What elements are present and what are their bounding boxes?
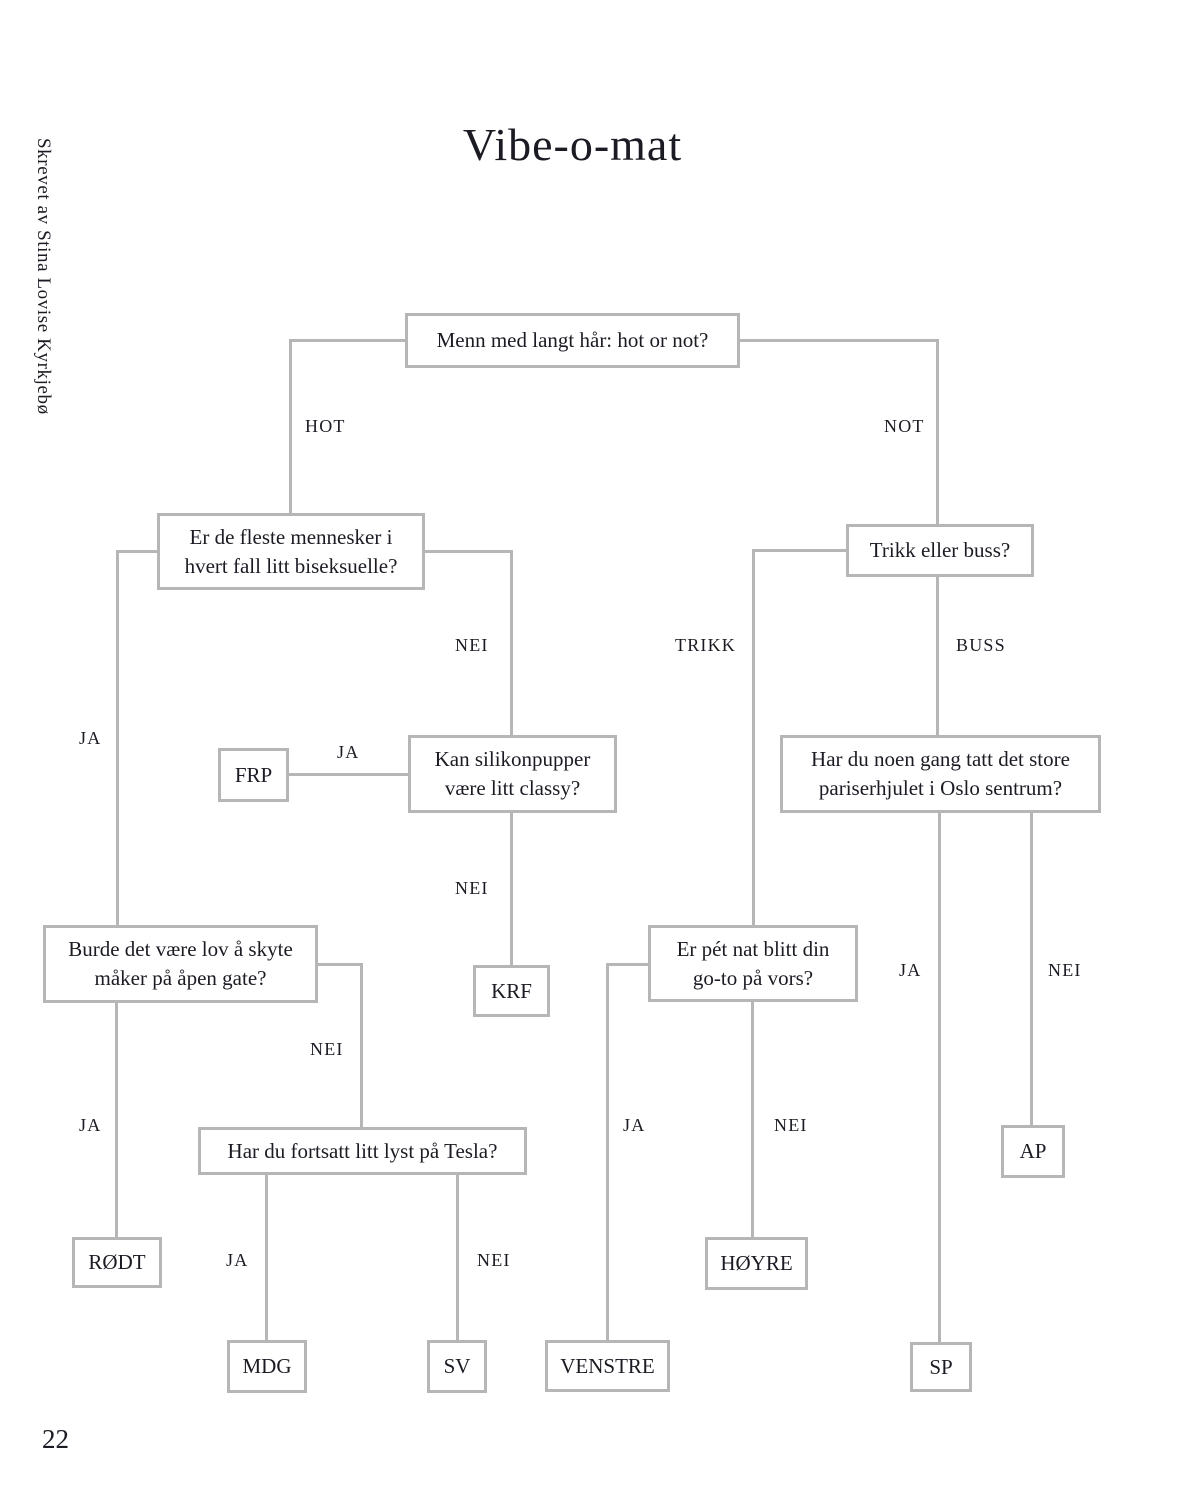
node-result-sv-text: SV [443,1354,471,1379]
edge-label-ja-tesla: JA [226,1250,249,1270]
node-result-mdg-text: MDG [242,1354,292,1379]
node-result-ap [1001,1125,1065,1178]
edge-q3-trikk-vertical [752,549,755,928]
edge-label-ja-vors: JA [623,1115,646,1135]
edge-label-ja-biseksuell: JA [79,728,102,748]
edge-q1-not-vertical [936,339,939,527]
edge-label-ja-classy: JA [337,742,360,762]
edge-q5-ja-vertical [938,811,941,1345]
node-result-sp-text: SP [929,1354,953,1379]
edge-q6-ja-vertical [115,1001,118,1240]
node-question-hot-or-not-text: Menn med langt hår: hot or not? [436,328,709,353]
node-question-trikk-eller-buss-text: Trikk eller buss? [869,538,1011,563]
edge-label-nei-vors: NEI [774,1115,808,1135]
edge-q1-hot-horizontal [290,339,406,342]
node-result-hoyre [705,1237,808,1290]
node-question-pet-nat [648,925,858,1002]
edge-q3-buss-vertical [936,575,939,737]
node-question-biseksuelle [157,513,425,590]
node-question-hot-or-not [405,313,740,368]
node-result-frp [218,748,289,802]
node-result-krf [473,965,550,1017]
node-result-rodt [72,1237,162,1288]
edge-label-not: NOT [884,416,925,436]
edge-label-nei-tesla: NEI [477,1250,511,1270]
node-question-tesla [198,1127,527,1175]
page-number: 22 [42,1424,69,1454]
node-question-trikk-eller-buss [846,524,1034,577]
edge-q7-ja-vertical [606,963,609,1343]
edge-label-trikk: TRIKK [675,635,736,655]
edge-q4-ja-horizontal [288,773,409,776]
node-question-maaker-text: Burde det være lov å skyte måker på åpen gate? [68,937,293,990]
edge-label-buss: BUSS [956,635,1006,655]
edge-q6-nei-vertical [360,963,363,1130]
node-question-maaker [43,925,318,1003]
node-result-rodt-text: RØDT [88,1250,146,1275]
edge-label-nei-pariserhjul: NEI [1048,960,1082,980]
edge-q5-nei-vertical [1030,811,1033,1128]
node-result-krf-text: KRF [491,978,532,1003]
node-result-venstre-text: VENSTRE [560,1353,655,1378]
edge-label-nei-classy: NEI [455,878,489,898]
edge-q2-nei-horizontal [424,550,513,553]
author-byline: Skrevet av Stina Lovise Kyrkjebø [33,138,54,415]
node-result-hoyre-text: HØYRE [720,1251,793,1276]
edge-q8-nei-vertical [456,1173,459,1343]
edge-label-ja-pariserhjul: JA [899,960,922,980]
edge-q7-nei-vertical [751,1000,754,1240]
edge-label-nei-biseksuell: NEI [455,635,489,655]
edge-q1-not-horizontal [740,339,938,342]
edge-q4-nei-vertical [510,811,513,968]
node-question-silikonpupper-text: Kan silikonpupper være litt classy? [434,747,591,800]
node-question-silikonpupper [408,735,617,813]
edge-label-ja-maaker: JA [79,1115,102,1135]
node-result-ap-text: AP [1019,1139,1047,1164]
page-title: Vibe-o-mat [462,119,683,170]
edge-label-hot: HOT [305,416,346,436]
edge-q2-nei-vertical [510,550,513,738]
edge-q2-ja-horizontal [117,550,159,553]
node-result-mdg [227,1340,307,1393]
node-result-sv [427,1340,487,1393]
node-question-tesla-text: Har du fortsatt litt lyst på Tesla? [227,1138,498,1163]
node-question-pet-nat-text: Er pét nat blitt din go-to på vors? [676,936,830,990]
edge-q6-nei-horizontal [316,963,363,966]
node-result-venstre [545,1340,670,1392]
node-result-sp [910,1342,972,1392]
edge-label-nei-maaker: NEI [310,1039,344,1059]
node-result-frp-text: FRP [234,762,273,787]
edge-q1-hot-vertical [289,339,292,516]
edge-q2-ja-vertical [116,550,119,928]
edge-q8-ja-vertical [265,1173,268,1343]
node-question-pariserhjulet-text: Har du noen gang tatt det store pariserhjulet i Oslo sentrum? [811,747,1070,800]
edge-q7-ja-horizontal [606,963,650,966]
node-question-biseksuelle-text: Er de fleste mennesker i hvert fall litt biseksuelle? [184,524,398,578]
node-question-pariserhjulet [780,735,1101,813]
edge-q3-trikk-horizontal [752,549,848,552]
